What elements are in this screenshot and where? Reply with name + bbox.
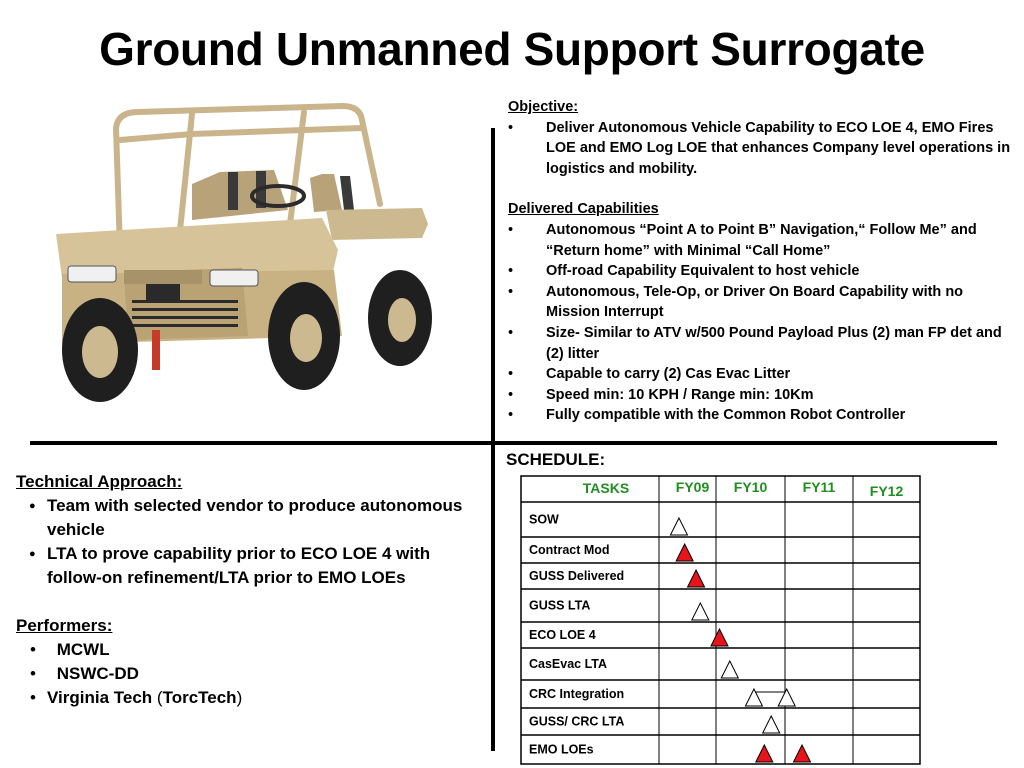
capabilities-list	[508, 220, 1020, 426]
milestone-filled	[756, 745, 773, 762]
task-label: Contract Mod	[529, 543, 610, 557]
capability-item: • Fully compatible with the Common Robot Controller	[508, 405, 1020, 426]
year-label: FY11	[802, 479, 836, 495]
task-label: CasEvac LTA	[529, 657, 608, 671]
performer-paren: )	[236, 688, 243, 707]
milestone-filled	[688, 570, 705, 587]
capability-item: • Autonomous “Point A to Point B” Navigation,“ Follow Me” and “Return home” with Minimal “Call Home”	[508, 220, 1020, 261]
performer-item: • NSWC-DD	[16, 662, 486, 686]
performer-paren: (	[156, 688, 163, 707]
slide-title: Ground Unmanned Support Surrogate	[99, 23, 925, 75]
performer-item: • MCWL	[16, 638, 486, 662]
task-label: SOW	[529, 512, 559, 527]
objective-list	[508, 118, 1020, 180]
capability-item: • Autonomous, Tele-Op, or Driver On Board Capability with no Mission Interrupt	[508, 282, 1020, 323]
capability-item: • Speed min: 10 KPH / Range min: 10Km	[508, 385, 1020, 406]
capability-item: • Capable to carry (2) Cas Evac Litter	[508, 364, 1020, 385]
capability-item: • Size- Similar to ATV w/500 Pound Payload Plus (2) man FP det and (2) litter	[508, 323, 1020, 364]
vertical-divider	[491, 128, 495, 751]
milestone-filled	[676, 544, 693, 561]
objective-item: • Deliver Autonomous Vehicle Capability to ECO LOE 4, EMO Fires LOE and EMO Log LOE that enhances Company level operations in logistics and mobility.	[508, 118, 1020, 180]
performers-list	[16, 638, 486, 710]
performer-name: Virginia Tech	[47, 688, 157, 707]
milestone-open	[692, 603, 709, 620]
objective-panel	[508, 97, 1020, 426]
schedule-heading: SCHEDULE:	[506, 450, 606, 469]
performer-item	[16, 686, 486, 710]
year-label: FY12	[869, 483, 904, 499]
milestone-open	[670, 518, 687, 535]
technical-item: ● LTA to prove capability prior to ECO LOE 4 with follow-on refinement/LTA prior to EMO LOEs	[16, 542, 486, 590]
capabilities-heading: Delivered Capabilities	[508, 201, 659, 218]
task-label: ECO LOE 4	[529, 628, 596, 642]
vehicle-image	[42, 100, 434, 408]
technical-heading: Technical Approach:	[16, 472, 183, 491]
task-label: CRC Integration	[529, 687, 625, 701]
tasks-header: TASKS	[582, 480, 630, 496]
technical-list	[16, 494, 486, 590]
objective-heading: Objective:	[508, 99, 579, 115]
horizontal-divider	[30, 441, 997, 445]
milestone-filled	[711, 629, 728, 646]
task-label: GUSS LTA	[529, 598, 591, 613]
year-label: FY10	[733, 479, 768, 495]
task-label: EMO LOEs	[529, 742, 594, 757]
task-label: GUSS Delivered	[529, 569, 625, 583]
schedule-chart	[520, 475, 922, 766]
capability-item: • Off-road Capability Equivalent to host vehicle	[508, 261, 1020, 282]
milestone-open	[763, 716, 780, 733]
milestone-open	[721, 661, 738, 678]
performer-org: TorcTech	[162, 688, 237, 707]
milestone-filled	[794, 745, 811, 762]
year-label: FY09	[675, 479, 710, 495]
technical-panel	[16, 470, 486, 710]
performers-heading: Performers:	[16, 616, 113, 635]
task-label: GUSS/ CRC LTA	[529, 714, 625, 729]
technical-item: ● Team with selected vendor to produce autonomous vehicle	[16, 494, 486, 542]
